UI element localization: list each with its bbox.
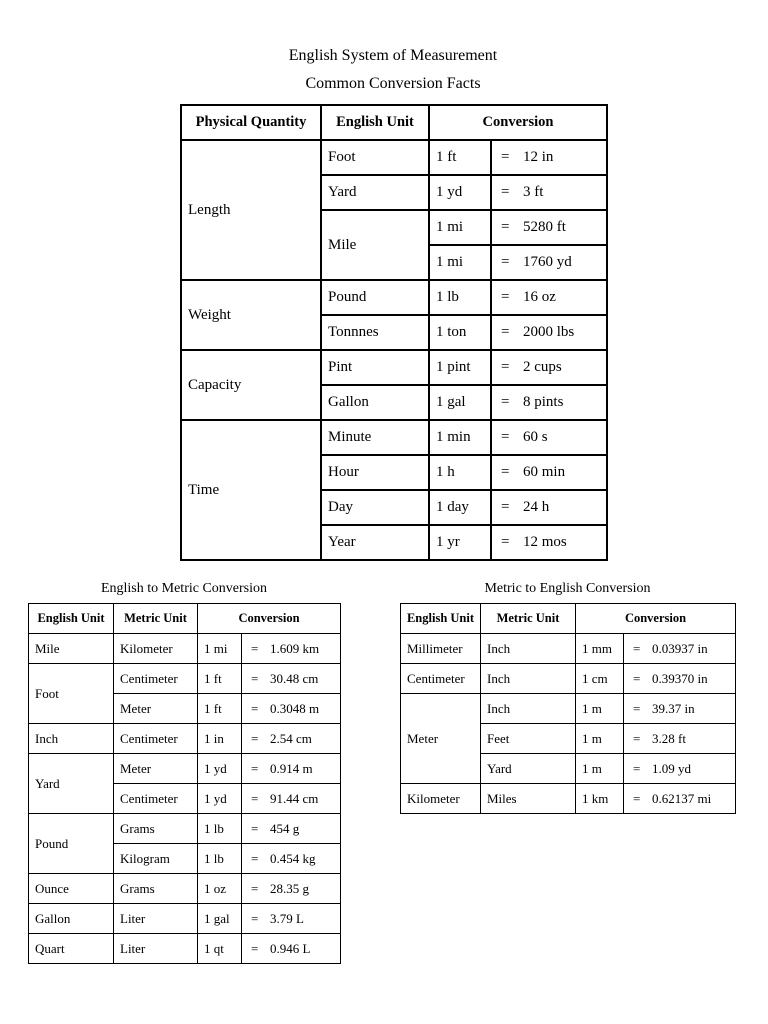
unit-cell: Foot: [321, 140, 429, 175]
conversion-to-cell: [491, 315, 607, 350]
metric-unit-cell: Grams: [114, 814, 198, 844]
equals-sign: =: [251, 670, 259, 686]
metric-unit-cell: Millimeter: [401, 634, 481, 664]
table-row: [401, 664, 736, 694]
table-row: [181, 420, 607, 455]
conversion-value: 0.946 L: [270, 940, 311, 956]
document-title-line2: Common Conversion Facts: [305, 75, 481, 92]
conversion-to-cell: [242, 634, 341, 664]
conversion-from-cell: 1 mi: [429, 245, 491, 280]
equals-sign: =: [501, 324, 510, 340]
equals-sign: =: [251, 910, 259, 926]
conversion-to-cell: [624, 724, 736, 754]
conversion-value: 1.609 km: [270, 640, 320, 656]
unit-cell: Hour: [321, 455, 429, 490]
english-unit-cell: Feet: [481, 724, 576, 754]
conversion-to-cell: [491, 140, 607, 175]
conversion-to-cell: [491, 385, 607, 420]
conversion-value: 16 oz: [523, 289, 556, 305]
conversion-to-cell: [624, 694, 736, 724]
conversion-to-cell: [491, 175, 607, 210]
unit-cell: Pound: [321, 280, 429, 315]
unit-cell: Yard: [321, 175, 429, 210]
table-row: [29, 724, 341, 754]
equals-sign: =: [251, 940, 259, 956]
conversion-value: 3.79 L: [270, 910, 304, 926]
metric-unit-cell: Kilometer: [401, 784, 481, 814]
conversion-to-cell: [491, 245, 607, 280]
table-row: [181, 140, 607, 175]
english-unit-cell: Miles: [481, 784, 576, 814]
col-header-metric-unit: Metric Unit: [481, 604, 576, 634]
english-unit-cell: Pound: [29, 814, 114, 874]
col-header-english-unit: English Unit: [401, 604, 481, 634]
header-row: [29, 604, 341, 634]
english-unit-cell: Yard: [481, 754, 576, 784]
conversion-value: 24 h: [523, 499, 550, 515]
equals-sign: =: [633, 760, 641, 776]
unit-cell: Tonnnes: [321, 315, 429, 350]
conversion-from-cell: 1 h: [429, 455, 491, 490]
table-row: [401, 694, 736, 724]
equals-sign: =: [251, 730, 259, 746]
conversion-value: 0.03937 in: [652, 640, 708, 656]
unit-cell: Mile: [321, 210, 429, 280]
conversion-from-cell: 1 day: [429, 490, 491, 525]
conversion-value: 28.35 g: [270, 880, 309, 896]
conversion-from-cell: 1 mm: [576, 634, 624, 664]
equals-sign: =: [501, 394, 510, 410]
table-row: [181, 350, 607, 385]
quantity-cell-weight: Weight: [181, 280, 321, 350]
table-row: [29, 754, 341, 784]
conversion-value: 5280 ft: [523, 219, 566, 235]
header-row: [181, 105, 607, 140]
conversion-value: 1760 yd: [523, 254, 572, 270]
english-unit-cell: Inch: [29, 724, 114, 754]
conversion-to-cell: [242, 934, 341, 964]
conversion-value: 2 cups: [523, 359, 562, 375]
equals-sign: =: [251, 790, 259, 806]
conversion-from-cell: 1 qt: [198, 934, 242, 964]
metric-unit-cell: Meter: [114, 694, 198, 724]
conversion-value: 8 pints: [523, 394, 564, 410]
table-row: [401, 784, 736, 814]
quantity-cell-length: Length: [181, 140, 321, 280]
quantity-cell-time: Time: [181, 420, 321, 560]
metric-unit-cell: Kilometer: [114, 634, 198, 664]
unit-cell: Year: [321, 525, 429, 560]
equals-sign: =: [251, 640, 259, 656]
conversion-from-cell: 1 m: [576, 694, 624, 724]
conversion-value: 12 in: [523, 149, 554, 165]
metric-unit-cell: Meter: [401, 694, 481, 784]
english-unit-cell: Foot: [29, 664, 114, 724]
english-unit-cell: Ounce: [29, 874, 114, 904]
table-row: [181, 280, 607, 315]
conversion-to-cell: [491, 490, 607, 525]
conversion-from-cell: 1 ft: [429, 140, 491, 175]
conversion-from-cell: 1 yr: [429, 525, 491, 560]
conversion-to-cell: [242, 814, 341, 844]
conversion-value: 0.62137 mi: [652, 790, 712, 806]
equals-sign: =: [633, 640, 641, 656]
conversion-from-cell: 1 yd: [198, 754, 242, 784]
english-unit-cell: Inch: [481, 694, 576, 724]
equals-sign: =: [633, 730, 641, 746]
conversion-from-cell: 1 oz: [198, 874, 242, 904]
english-unit-cell: Inch: [481, 634, 576, 664]
conversion-to-cell: [624, 784, 736, 814]
metric-unit-cell: Centimeter: [114, 784, 198, 814]
conversion-to-cell: [242, 754, 341, 784]
conversion-value: 1.09 yd: [652, 760, 691, 776]
conversion-to-cell: [624, 754, 736, 784]
conversion-to-cell: [242, 724, 341, 754]
conversion-to-cell: [491, 350, 607, 385]
equals-sign: =: [251, 700, 259, 716]
equals-sign: =: [501, 359, 510, 375]
unit-cell: Gallon: [321, 385, 429, 420]
conversion-from-cell: 1 cm: [576, 664, 624, 694]
equals-sign: =: [251, 760, 259, 776]
col-header-english-unit: English Unit: [29, 604, 114, 634]
conversion-value: 39.37 in: [652, 700, 695, 716]
conversion-value: 2000 lbs: [523, 324, 575, 340]
table-row: [29, 814, 341, 844]
metric-unit-cell: Centimeter: [401, 664, 481, 694]
conversion-from-cell: 1 min: [429, 420, 491, 455]
unit-cell: Pint: [321, 350, 429, 385]
conversion-to-cell: [491, 455, 607, 490]
conversion-from-cell: 1 yd: [198, 784, 242, 814]
conversion-from-cell: 1 gal: [198, 904, 242, 934]
english-unit-cell: Gallon: [29, 904, 114, 934]
english-unit-cell: Mile: [29, 634, 114, 664]
metric-unit-cell: Grams: [114, 874, 198, 904]
unit-cell: Minute: [321, 420, 429, 455]
col-header-metric-unit: Metric Unit: [114, 604, 198, 634]
conversion-from-cell: 1 km: [576, 784, 624, 814]
equals-sign: =: [501, 464, 510, 480]
document-title-line1: English System of Measurement: [288, 47, 498, 64]
col-header-english-unit: English Unit: [321, 105, 429, 140]
equals-sign: =: [501, 289, 510, 305]
equals-sign: =: [251, 850, 259, 866]
table-row: [29, 634, 341, 664]
conversion-from-cell: 1 m: [576, 724, 624, 754]
conversion-from-cell: 1 ton: [429, 315, 491, 350]
conversion-value: 12 mos: [523, 534, 567, 550]
conversion-value: 3.28 ft: [652, 730, 686, 746]
conversion-from-cell: 1 lb: [429, 280, 491, 315]
equals-sign: =: [501, 149, 510, 165]
conversion-from-cell: 1 lb: [198, 814, 242, 844]
equals-sign: =: [501, 184, 510, 200]
conversion-to-cell: [242, 694, 341, 724]
conversion-value: 0.39370 in: [652, 670, 708, 686]
conversion-value: 91.44 cm: [270, 790, 319, 806]
metric-unit-cell: Centimeter: [114, 724, 198, 754]
equals-sign: =: [501, 254, 510, 270]
conversion-to-cell: [242, 874, 341, 904]
unit-cell: Day: [321, 490, 429, 525]
table-row: [29, 874, 341, 904]
conversion-to-cell: [242, 844, 341, 874]
equals-sign: =: [251, 880, 259, 896]
english-to-metric-table: [28, 603, 341, 964]
metric-unit-cell: Centimeter: [114, 664, 198, 694]
equals-sign: =: [501, 219, 510, 235]
conversion-to-cell: [491, 420, 607, 455]
metric-to-english-title: Metric to English Conversion: [484, 581, 651, 596]
equals-sign: =: [633, 670, 641, 686]
table-row: [29, 904, 341, 934]
equals-sign: =: [633, 700, 641, 716]
conversion-from-cell: 1 in: [198, 724, 242, 754]
english-unit-cell: Inch: [481, 664, 576, 694]
conversion-from-cell: 1 mi: [198, 634, 242, 664]
metric-to-english-table: [400, 603, 736, 814]
conversion-to-cell: [491, 280, 607, 315]
equals-sign: =: [501, 534, 510, 550]
conversion-value: 2.54 cm: [270, 730, 312, 746]
conversion-value: 60 s: [523, 429, 548, 445]
conversion-value: 30.48 cm: [270, 670, 319, 686]
conversion-from-cell: 1 gal: [429, 385, 491, 420]
conversion-value: 3 ft: [523, 184, 544, 200]
conversion-value: 60 min: [523, 464, 566, 480]
equals-sign: =: [251, 820, 259, 836]
conversion-value: 454 g: [270, 820, 300, 836]
conversion-to-cell: [624, 664, 736, 694]
equals-sign: =: [501, 429, 510, 445]
table-row: [29, 934, 341, 964]
english-unit-cell: Quart: [29, 934, 114, 964]
header-row: [401, 604, 736, 634]
col-header-conversion: Conversion: [198, 604, 341, 634]
equals-sign: =: [501, 499, 510, 515]
conversion-to-cell: [491, 210, 607, 245]
conversion-to-cell: [242, 664, 341, 694]
col-header-conversion: Conversion: [429, 105, 607, 140]
metric-unit-cell: Liter: [114, 934, 198, 964]
metric-unit-cell: Meter: [114, 754, 198, 784]
table-row: [401, 634, 736, 664]
metric-unit-cell: Liter: [114, 904, 198, 934]
english-to-metric-title: English to Metric Conversion: [100, 581, 268, 596]
conversion-from-cell: 1 lb: [198, 844, 242, 874]
col-header-physical-quantity: Physical Quantity: [181, 105, 321, 140]
conversion-to-cell: [491, 525, 607, 560]
conversion-from-cell: 1 m: [576, 754, 624, 784]
col-header-conversion: Conversion: [576, 604, 736, 634]
conversion-value: 0.3048 m: [270, 700, 320, 716]
metric-unit-cell: Kilogram: [114, 844, 198, 874]
english-system-table: [180, 104, 608, 561]
conversion-from-cell: 1 mi: [429, 210, 491, 245]
conversion-to-cell: [624, 634, 736, 664]
conversion-from-cell: 1 yd: [429, 175, 491, 210]
english-unit-cell: Yard: [29, 754, 114, 814]
conversion-from-cell: 1 ft: [198, 694, 242, 724]
conversion-to-cell: [242, 904, 341, 934]
conversion-value: 0.914 m: [270, 760, 313, 776]
quantity-cell-capacity: Capacity: [181, 350, 321, 420]
conversion-from-cell: 1 ft: [198, 664, 242, 694]
conversion-to-cell: [242, 784, 341, 814]
conversion-value: 0.454 kg: [270, 850, 316, 866]
equals-sign: =: [633, 790, 641, 806]
table-row: [29, 664, 341, 694]
conversion-from-cell: 1 pint: [429, 350, 491, 385]
